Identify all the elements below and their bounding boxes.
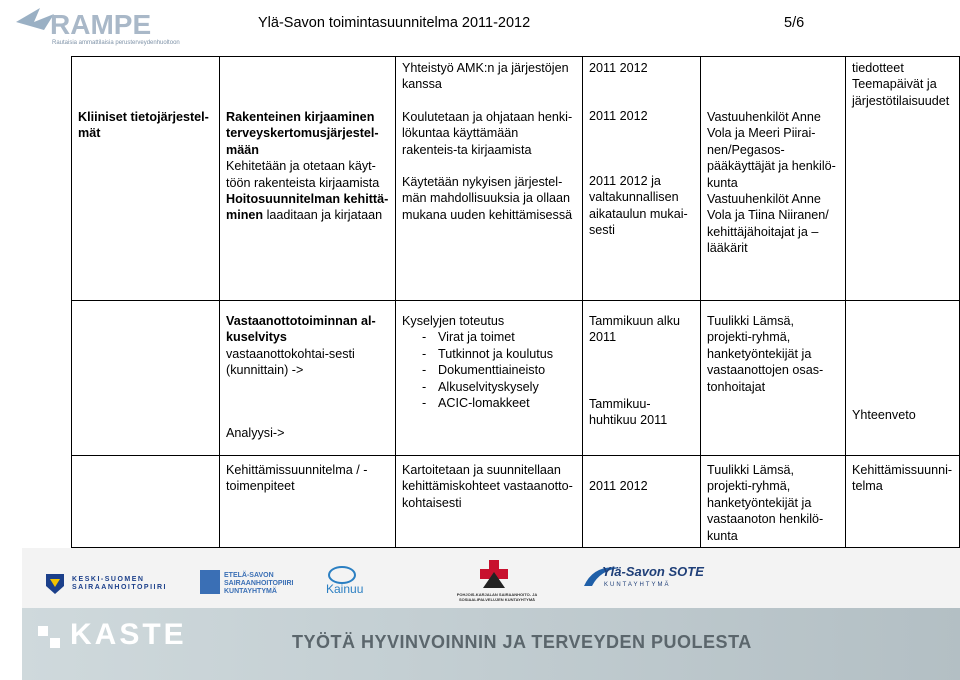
text-line: Hoitosuunnitelman kehittä- bbox=[226, 192, 389, 207]
cell-goals bbox=[220, 57, 396, 301]
text-span: Vastaanottotoiminnan al-kuselvitys bbox=[226, 314, 376, 345]
logo-text: POHJOIS-KARJALAN SAIRAANHOITO- JA SOSIAALIPALVELUJEN KUNTAYHTYMÄ bbox=[456, 592, 538, 602]
text-line: töön rakenteista kirjaamista bbox=[226, 175, 380, 190]
responsible-item: Tuulikki Lämsä, projekti-ryhmä, hanketyöntekijät ja vastaanoton henkilö-kunta bbox=[707, 463, 824, 543]
text-line: Analyysi-> bbox=[226, 425, 285, 440]
area-label: Kliiniset tietojärjestel-mät bbox=[78, 110, 209, 141]
spacer bbox=[402, 93, 576, 109]
schedule-item: 2011 2012 bbox=[589, 61, 648, 75]
action-item: Kartoitetaan ja suunnitellaan kehittämiskohteet vastaanotto-kohtaisesti bbox=[402, 463, 573, 510]
keski-suomen-logo bbox=[42, 568, 192, 604]
text-line: Rakenteinen kirjaaminen bbox=[226, 110, 375, 124]
goal-structured bbox=[226, 109, 389, 158]
cell-area bbox=[72, 57, 220, 301]
cell-responsible bbox=[701, 456, 846, 548]
list-item: - Virat ja toimet bbox=[424, 329, 576, 345]
text-block bbox=[226, 313, 389, 379]
cell-actions bbox=[396, 301, 583, 456]
page-number: 5/6 bbox=[784, 15, 805, 31]
logo-subtext: KUNTAYHTYMÄ bbox=[604, 582, 671, 588]
spacer bbox=[589, 125, 694, 173]
spacer bbox=[402, 158, 576, 174]
kaste-mark-icon bbox=[36, 624, 62, 650]
kainuu-logo bbox=[322, 566, 392, 602]
logo-text: KESKI-SUOMEN SAIRAANHOITOPIIRI bbox=[72, 576, 167, 591]
responsible-item: Tuulikki Lämsä, projekti-ryhmä, hanketyöntekijät ja vastaanottojen osas-tonhoitajat bbox=[707, 314, 824, 394]
table-row bbox=[72, 456, 960, 548]
cell-responsible bbox=[701, 301, 846, 456]
spacer bbox=[226, 379, 389, 425]
text-line: Kehitetään ja otetaan käyt- bbox=[226, 159, 376, 174]
list-item: - Alkuselvityskysely bbox=[424, 379, 576, 395]
shield-icon bbox=[200, 570, 220, 594]
logo-text: Kainuu bbox=[326, 582, 364, 596]
cell-output bbox=[846, 301, 960, 456]
logo-wordmark: RAMPE bbox=[50, 9, 152, 40]
cell-goals bbox=[220, 456, 396, 548]
schedule-item: Tammikuu-huhtikuu 2011 bbox=[589, 396, 668, 428]
pohjois-karjala-logo bbox=[437, 558, 557, 608]
text-line: terveyskertomusjärjestel- bbox=[226, 126, 379, 141]
cell-goals bbox=[220, 301, 396, 456]
rampe-logo bbox=[14, 4, 190, 48]
action-item: Koulutetaan ja ohjataan henki-lökuntaa käyttämään rakenteis-ta kirjaamista bbox=[402, 109, 573, 157]
cell-output bbox=[846, 456, 960, 548]
schedule-item: 2011 2012 ja valtakunnallisen aikataulun mukai-sesti bbox=[589, 173, 688, 238]
cell-actions bbox=[396, 57, 583, 301]
schedule-item: Tammikuun alku 2011 bbox=[589, 314, 680, 345]
table-row bbox=[72, 301, 960, 456]
action-item: Käytetään nykyisen järjestel-män mahdollisuuksia ja ollaan mukana uuden kehittämisessä bbox=[402, 175, 573, 222]
cell-schedule bbox=[583, 301, 701, 456]
partner-footer bbox=[22, 548, 960, 680]
table-row bbox=[72, 57, 960, 301]
kaste-banner bbox=[22, 608, 960, 680]
text-line bbox=[226, 207, 389, 223]
cell-actions bbox=[396, 456, 583, 548]
document-title: Ylä-Savon toimintasuunnitelma 2011-2012 bbox=[258, 15, 531, 31]
responsible-item: Vastuuhenkilöt Anne Vola ja Meeri Piirai-nen/Pegasos-pääkäyttäjät ja henkilö-kunta bbox=[707, 110, 836, 190]
output-item: tiedotteet Teemapäivät ja järjestötilaisuudet bbox=[852, 61, 950, 108]
cell-schedule bbox=[583, 456, 701, 548]
text-line: mään bbox=[226, 142, 259, 157]
logo-text: ETELÄ-SAVON SAIRAANHOITOPIIRI KUNTAYHTYMÄ bbox=[224, 572, 294, 595]
text-span: laaditaan ja kirjataan bbox=[266, 208, 383, 223]
spacer bbox=[589, 76, 694, 108]
action-item: Yhteistyö AMK:n ja järjestöjen kanssa bbox=[402, 61, 569, 92]
list-item: - Dokumenttiaineisto bbox=[424, 362, 576, 378]
text-span: vastaanottokohtai-sesti (kunnittain) -> bbox=[226, 346, 355, 378]
action-plan-table bbox=[71, 56, 960, 548]
cell-responsible bbox=[701, 57, 846, 301]
output-item: Yhteenveto bbox=[852, 408, 916, 422]
responsible-item: Vastuuhenkilöt Anne Vola ja Tiina Niiranen/ kehittäjähoitajat ja – lääkärit bbox=[707, 192, 829, 256]
cell-schedule bbox=[583, 57, 701, 301]
list-item: - ACIC-lomakkeet bbox=[424, 395, 576, 411]
yla-savon-sote-logo bbox=[582, 562, 742, 602]
cell-area bbox=[72, 301, 220, 456]
etela-savon-logo bbox=[200, 568, 310, 604]
kaste-tagline: TYÖTÄ HYVINVOINNIN JA TERVEYDEN PUOLESTA bbox=[292, 632, 752, 652]
kaste-wordmark: KASTE bbox=[70, 618, 187, 651]
output-item: Kehittämissuunni-telma bbox=[852, 463, 953, 494]
list-item: - Tutkinnot ja koulutus bbox=[424, 346, 576, 362]
spacer bbox=[589, 346, 694, 396]
survey-list bbox=[402, 329, 576, 411]
logo-subtitle: Rautaisia ammattilaisia perusterveydenhuoltoon bbox=[52, 40, 180, 46]
text-block: Kehittämissuunnitelma / -toimenpiteet bbox=[226, 463, 368, 494]
logo-text: Ylä-Savon SOTE bbox=[602, 564, 704, 579]
cell-area bbox=[72, 456, 220, 548]
cell-output bbox=[846, 57, 960, 301]
text-span: minen bbox=[226, 208, 264, 223]
schedule-item: 2011 2012 bbox=[589, 479, 648, 493]
action-item: Kyselyjen toteutus bbox=[402, 314, 505, 328]
schedule-item: 2011 2012 bbox=[589, 109, 648, 124]
